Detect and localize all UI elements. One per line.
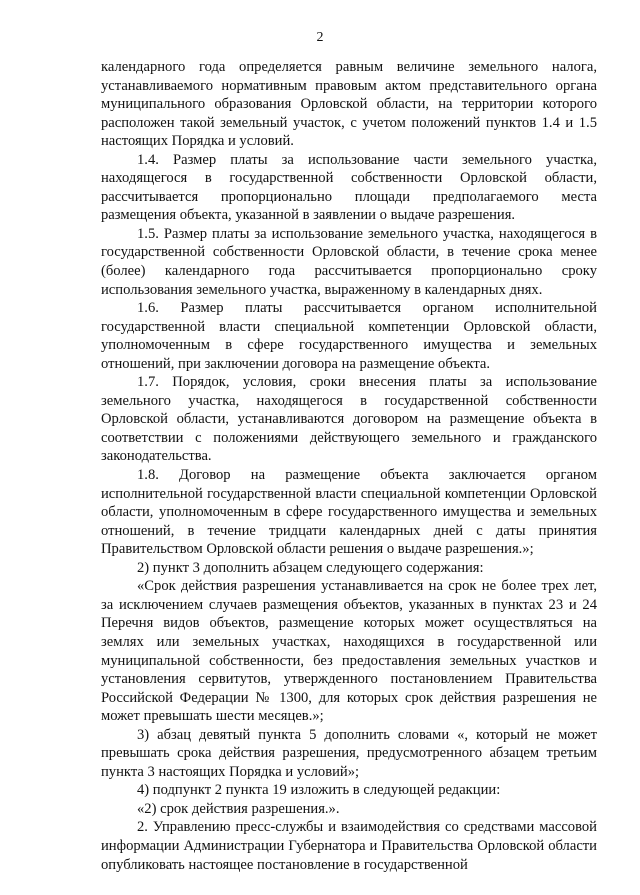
paragraph-quote-sub-2: «2) срок действия разрешения.».: [137, 800, 340, 817]
paragraph-1-4: 1.4. Размер платы за использование части земельного участка, находящегося в государственной собственности Орловской области, рассчитывается пропорционально площади предполагаемого места размещения объекта, указанной в заявлении о выдаче разрешения.: [101, 151, 597, 224]
paragraph-1-8: 1.8. Договор на размещение объекта заключается органом исполнительной государственной власти специальной компетенции Орловской области, уполномоченным в сфере государственного имущества и земельных отношений, в течение тридцати календарных дней с даты принятия Правительством Орловской области решения о выдаче разрешения.»;: [101, 467, 597, 558]
paragraph-item-3: 3) абзац девятый пункта 5 дополнить словами «, который не может превышать срока действия разрешения, предусмотренного абзацем третьим пункта 3 настоящих Порядка и условий»;: [101, 726, 597, 780]
paragraph-item-2: 2) пункт 3 дополнить абзацем следующего содержания:: [137, 559, 484, 576]
paragraph-1-5: 1.5. Размер платы за использование земельного участка, находящегося в государственной собственности Орловской области, в течение срока менее (более) календарного года рассчитывается пропорционально сроку использования земельного участка, выраженному в календарных днях.: [101, 225, 597, 298]
paragraph-quote-term: «Срок действия разрешения устанавливается на срок не более трех лет, за исключением случаев размещения объектов, указанных в пунктах 23 и 24 Перечня видов объектов, размещение которых может осуществляться на землях или земельных участках, находящихся в государственной или муниципальной собственности, без предоставления земельных участков и установления сервитутов, утвержденного постановлением Правительства Российской Федерации № 1300, для которых срок действия разрешения не может превышать шести месяцев.»;: [101, 578, 597, 725]
document-body: [101, 58, 597, 874]
paragraph-1-7: 1.7. Порядок, условия, сроки внесения платы за использование земельного участка, находящегося в государственной собственности Орловской области, устанавливаются договором на размещение объекта в соответствии с положениями действующего земельного и гражданского законодательства.: [101, 374, 597, 465]
paragraph-section-2: 2. Управлению пресс-службы и взаимодействия со средствами массовой информации Администрации Губернатора и Правительства Орловской области опубликовать настоящее постановление в государственной: [101, 819, 597, 873]
paragraph-continuation: календарного года определяется равным величине земельного налога, устанавливаемого нормативным правовым актом представительного органа муниципального образования Орловской области, на территории которого расположен такой земельный участок, с учетом положений пунктов 1.4 и 1.5 настоящих Порядка и условий.: [101, 59, 597, 150]
paragraph-1-6: 1.6. Размер платы рассчитывается органом исполнительной государственной власти специальной компетенции Орловской области, уполномоченным в сфере государственного имущества и земельных отношений, при заключении договора на размещение объекта.: [101, 300, 597, 372]
page-number: 2: [316, 30, 324, 45]
paragraph-item-4: 4) подпункт 2 пункта 19 изложить в следующей редакции:: [137, 782, 501, 799]
